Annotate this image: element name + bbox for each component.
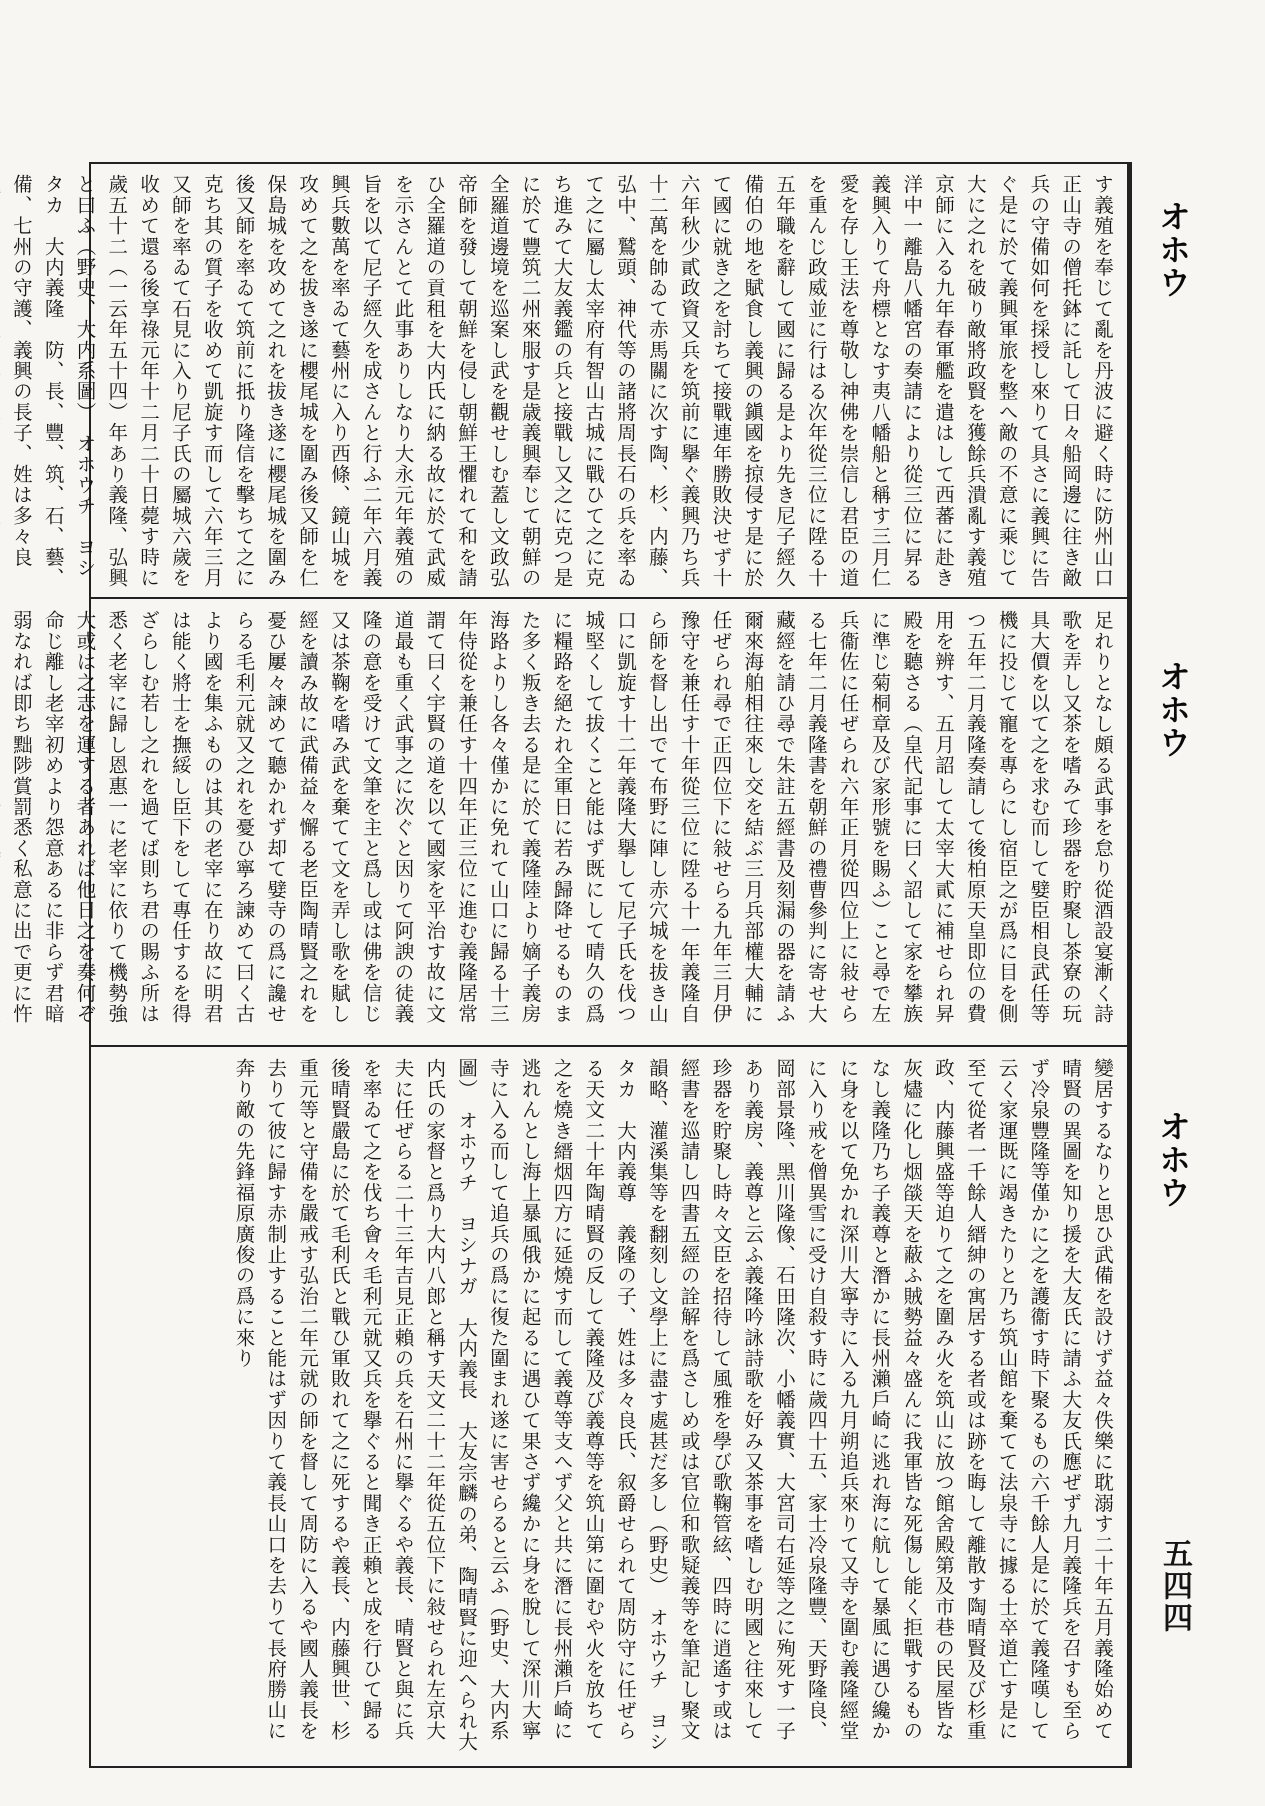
section-divider-2 [91,1045,1129,1047]
section-text: 變居するなりと思ひ武備を設けず益々佚樂に耽溺す二十年五月義隆始めて晴賢の異圖を知り援を大友氏に請ふ大友氏應ぜず九月義隆兵を召すも至らず冷泉豐隆等僅かに之を護衞す時下聚るもの六千餘人是に於て義隆嘆して云く家運既に竭きたりと乃ち筑山館を棄てて法泉寺に據る士卒道亡す是に至て從者一千餘人縉紳の寓居する者或は跡を晦して離散す陶晴賢及び杉重政、内藤興盛等迫りて之を圍み火を筑山に放つ館舍殿第及市巷の民屋皆な灰燼に化し烟燄天を蔽ふ賊勢益々盛んに我軍皆な死傷し能く拒戰するものなし義隆乃ち子義尊と潛かに長州瀨戶崎に逃れ海に航して暴風に遇ひ纔かに身を以て免かれ深川大寧寺に入る九月朔追兵來りて又寺を圍む義隆經堂に入り戒を僧異雪に受け自殺す時に歲四十五、家士冷泉隆豐、天野隆良、岡部景隆、黑川隆像、石田隆次、小幡義實、大宮司右延等之に殉死す一子あり義房、義尊と云ふ義隆吟詠詩歌を好み又茶事を嗜しむ明國と往來して珍器を貯聚し時々文臣を招待して風雅を學び歌鞠管絃、四時に逍遙す或は經書を巡請し四書五經の詮解を爲さしめ或は官位和歌疑義等を筆記し聚文韻略、灌溪集等を翻刻し文學上に盡す處甚だ多し（野史） オホウチ ヨシタカ 大内義尊 義隆の子、姓は多々良氏、叙爵せられて周防守に任ぜらる天文二十年陶晴賢の反して義隆及び義尊等を筑山第に圍むや火を放ちて之を燒き縉烟四方に延燒す而して義尊等支へず父と共に潛に長州瀨戶崎に逃れんとし海上暴風俄かに起るに遇ひて果さず纔かに身を脫して深川大寧寺に入る而して追兵の爲に復た圍まれ遂に害せらると云ふ（野史、大内系圖） オホウチ ヨシナガ 大内義長 大友宗麟の弟、陶晴賢に迎へられ大内氏の家督と爲り大内八郎と稱す天文二十二年從五位下に敍せられ左京大夫に任ぜらる二十三年吉見正賴の兵を石州に擧ぐるや義長、晴賢と與に兵を率ゐて之を伐ち會々毛利元就又兵を擧ぐると聞き正賴と成を行ひて歸る後晴賢嚴島に於て毛利氏と戰ひ軍敗れて之に死するや義長、内藤興世、杉重元等と守備を嚴戒す弘治二年元就の師を督して周防に入るや國人義長を去りて彼に歸す赤制止すること能はず因りて義長山口を去りて長府勝山に奔り敵の先鋒福原廣俊の爲に來り [232,1058,1114,1753]
section-text: す義殖を奉じて亂を丹波に避く時に防州山口正山寺の僧托鉢に託して日々船岡邊に往き敵兵の守備如何を採授し來りて具さに義興に告ぐ是に於て義興軍旅を整へ敵の不意に乘じて大に之れを破り敵將政賢を獲餘兵潰亂す義殖京師に入る九年春軍艦を遣はして西蕃に赴き洋中一離島八幡宮の奏請により從三位に昇る義興入りて舟標となす夷八幡船と稱す三月仁愛を存し王法を尊敬し神佛を崇信し君臣の道を重んじ政威並に行はる次年從三位に陞る十五年職を辭して國に歸る是より先き尼子經久備伯の地を賦食し義興の鎭國を掠侵す是に於て國に就き之を討ちて接戰連年勝敗決せず十六年秋少貳政資又兵を筑前に擧ぐ義興乃ち兵十二萬を帥ゐて赤馬關に次す陶、杉、内藤、弘中、鷲頭、神代等の諸將周長石の兵を率ゐて之に屬し太宰府有智山古城に戰ひて之に克ち進みて大友義鑑の兵と接戰し又之に克つ是に於て豐筑二州來服す是歳義興奉じて朝鮮の全羅道邊境を巡案し武を觀せしむ蓋し文政弘帝師を發して朝鮮を侵し朝鮮王懼れて和を請ひ全羅道の貢租を大内氏に納る故に於て武威を示さんとて此事ありしなり大永元年義殖の旨を以て尼子經久を成さんと行ふ二年六月義興兵數萬を率ゐて藝州に入り西條、鏡山城を攻めて之を拔き遂に櫻尾城を圍み後又師を仁保島城を攻めて之れを拔き遂に櫻尾城を圍み後又師を率ゐて筑前に抵り隆信を擊ちて之に克ち其の質子を收めて凱旋す而して六年三月又師を率ゐて石見に入り尼子氏の屬城六歲を收めて還る後享祿元年十二月二十日薨す時に歲五十二（一云年五十四）年あり義隆、弘興と曰ふ（野史、大内系圖） オホウチ ヨシタカ 大内義隆 防、長、豐、筑、石、藝、備、七州の守護、義興の長子、姓は多々良 [9,174,1114,589]
text-section-bottom [96,1048,1124,1764]
section-divider-1 [91,597,1129,599]
margin-rule [1129,162,1132,1768]
section-text: 足れりとなし頗る武事を怠り從酒設宴漸く詩歌を弄し又茶を嗜みて珍器を貯聚し茶寮の玩具大價を以て之を求む而して嬖臣相良武任等機に投じて寵を專らにし宿臣之が爲に目を側つ五年二月義隆奏請して後柏原天皇即位の費用を辨す、五月詔して太宰大貳に補せられ昇殿を聽さる（皇代記事に曰く詔して家を攀族に準じ菊桐章及び家形號を賜ふ）こと尋で左兵衞佐に任ぜられ六年正月從四位上に敍せらる七年二月義隆書を朝鮮の禮曹參判に寄せ大藏經を請ひ尋で朱註五經書及刻漏の器を請ふ爾來海舶相往來し交を結ぶ三月兵部權大輔に任ぜられ尋で正四位下に敍せらる九年三月伊豫守を兼任す十年從三位に陞る十一年義隆自ら師を督し出でて布野に陣し赤穴城を拔き山口に凱旋す十二年義隆大擧して尼子氏を伐つ城堅くして拔くこと能はず既にして晴久の爲に糧路を絕たれ全軍日に若み歸降せるものまた多く叛き去る是に於て義隆陸より嫡子義房海路よりし各々僅かに免れて山口に歸る十三年侍從を兼任す十四年正三位に進む義隆居常謂て曰く宇賢の道を以て國家を平治す故に文道最も重く武事之に次ぐと因りて阿諛の徒義隆の意を受けて文筆を主と爲し或は佛を信じ又は茶鞠を嗜み武を棄てて文を弄し歌を賦し經を讀み故に武備益々懈る老臣陶晴賢之れを憂ひ屢々諫めて聽かれず却て嬖寺の爲に讒せらる毛利元就又之れを憂ひ寧ろ諫めて曰く古より國を集ふものは其の老宰に在り故に明君は能く將士を撫綏し臣下をして專任するを得ざらしむ若し之れを過てば則ち君の賜ふ所は悉く老宰に歸し恩惠一に老宰に依りて機勢強大或は之志を運する者あれば他日之を奏何ぞ命じ離し老宰初めより怨意あるに非らず君暗弱なれば即ち黜陟賞罰悉く私意に出で更に忤 [9,610,1114,1025]
running-heading-top: オホウ [1154,200,1192,299]
text-section-middle [9,600,1124,1042]
page-number: 五四四 [1157,1538,1192,1634]
running-heading-bottom: オホウ [1154,1110,1192,1209]
running-heading-middle: オホウ [1154,660,1192,759]
text-section-top [9,164,1124,594]
